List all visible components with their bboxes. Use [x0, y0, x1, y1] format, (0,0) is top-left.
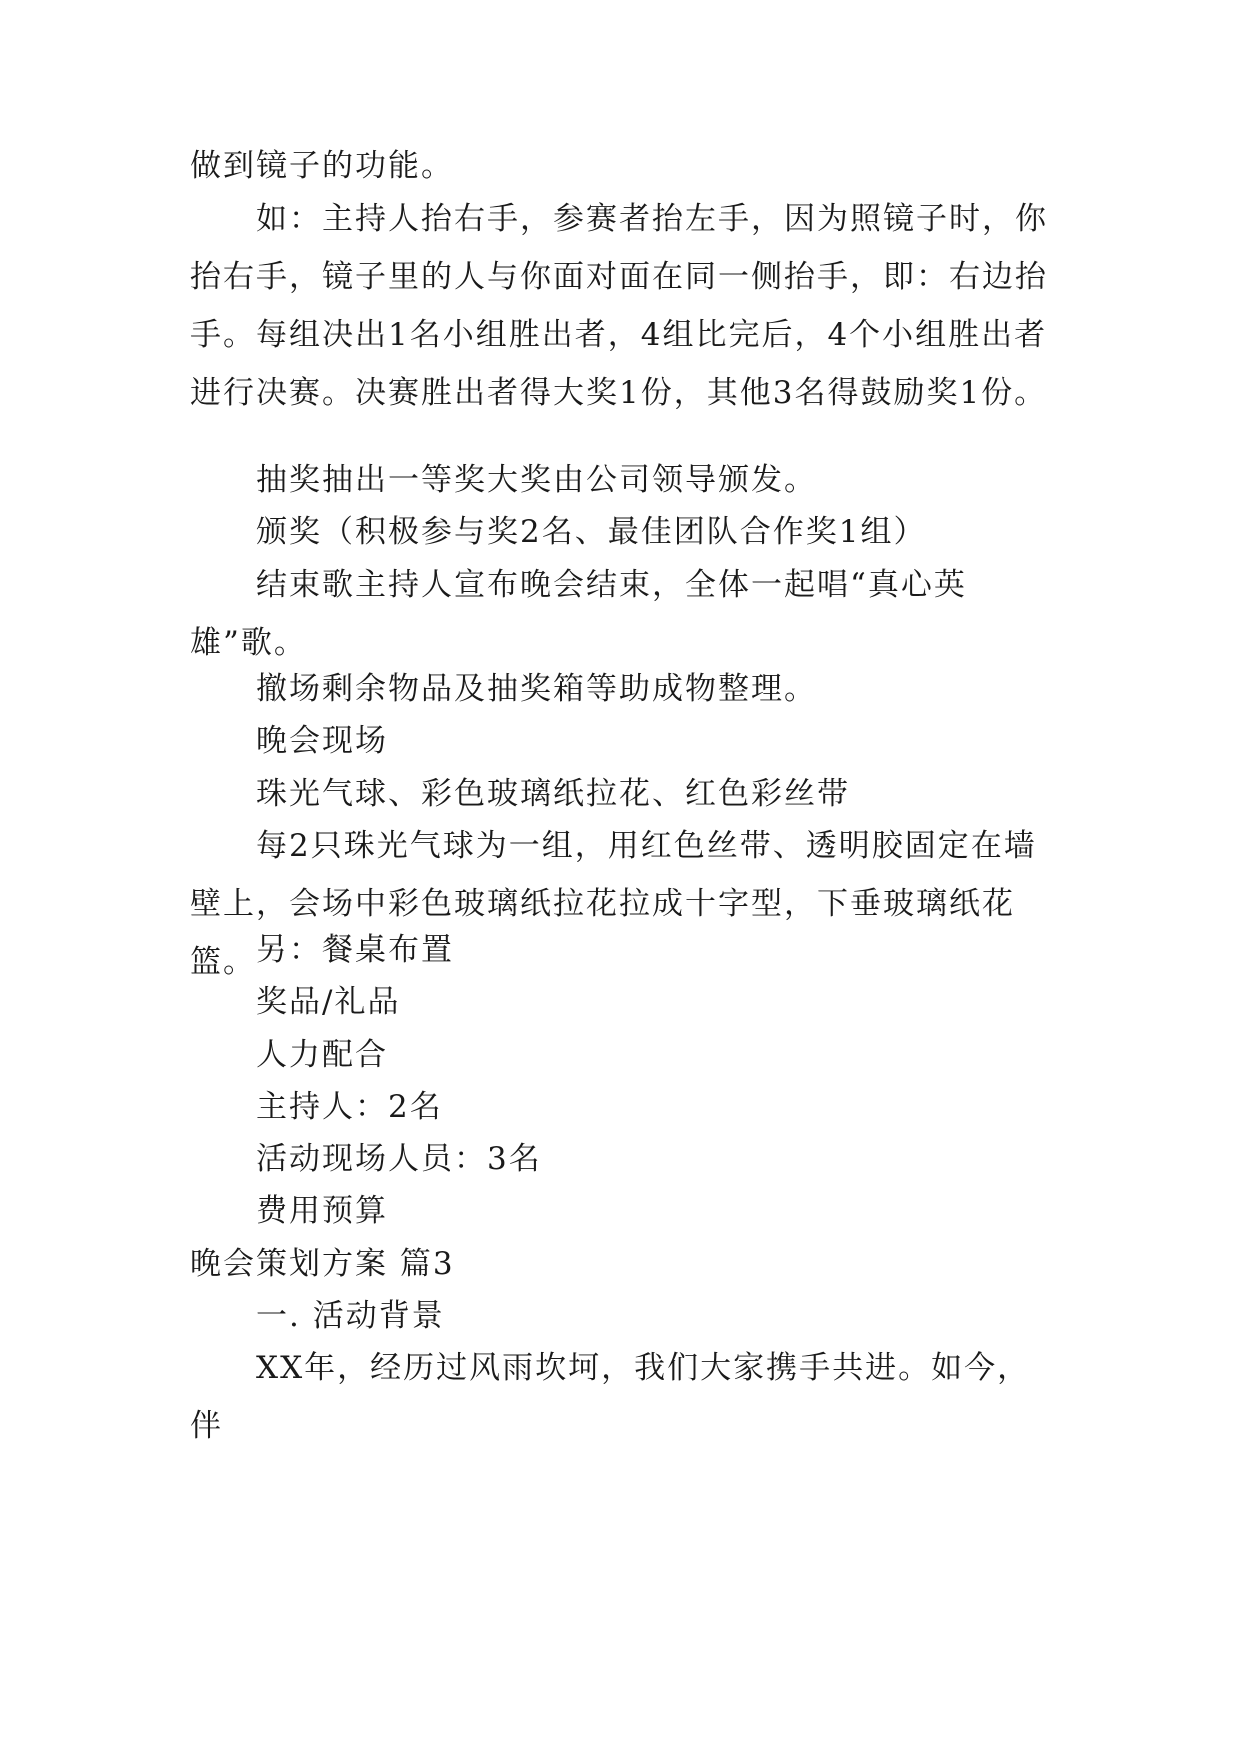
paragraph-3: 抽奖抽出一等奖大奖由公司领导颁发。: [256, 462, 817, 498]
paragraph-10: 另：餐桌布置: [256, 932, 454, 968]
paragraph-11: 奖品/礼品: [256, 984, 401, 1020]
paragraph-15: 费用预算: [256, 1193, 388, 1229]
section-paragraph-1: 一. 活动背景: [256, 1298, 445, 1334]
paragraph-1: 做到镜子的功能。: [190, 148, 454, 184]
paragraph-8: 珠光气球、彩色玻璃纸拉花、红色彩丝带: [256, 776, 850, 812]
paragraph-12: 人力配合: [256, 1037, 388, 1073]
paragraph-5: 结束歌主持人宣布晚会结束，全体一起唱“真心英雄”歌。: [190, 567, 967, 661]
paragraph-14: 活动现场人员：3名: [256, 1141, 542, 1177]
paragraph-4: 颁奖（积极参与奖2名、最佳团队合作奖1组）: [256, 514, 927, 550]
paragraph-7: 晚会现场: [256, 723, 388, 759]
section-paragraph-2: XX年，经历过风雨坎坷，我们大家携手共进。如今，伴: [190, 1350, 1031, 1444]
paragraph-13: 主持人：2名: [256, 1089, 443, 1125]
paragraph-9: 每2只珠光气球为一组，用红色丝带、透明胶固定在墙壁上，会场中彩色玻璃纸拉花拉成十字型，下垂玻璃纸花篮。: [190, 828, 1037, 980]
section-title: 晚会策划方案 篇3: [190, 1246, 455, 1282]
paragraph-2: 如：主持人抬右手，参赛者抬左手，因为照镜子时，你抬右手，镜子里的人与你面对面在同一侧抬手，即：右边抬手。每组决出1名小组胜出者，4组比完后，4个小组胜出者进行决赛。决赛胜出者得大奖1份，其他3名得鼓励奖1份。: [190, 201, 1048, 411]
paragraph-6: 撤场剩余物品及抽奖箱等助成物整理。: [256, 671, 817, 707]
